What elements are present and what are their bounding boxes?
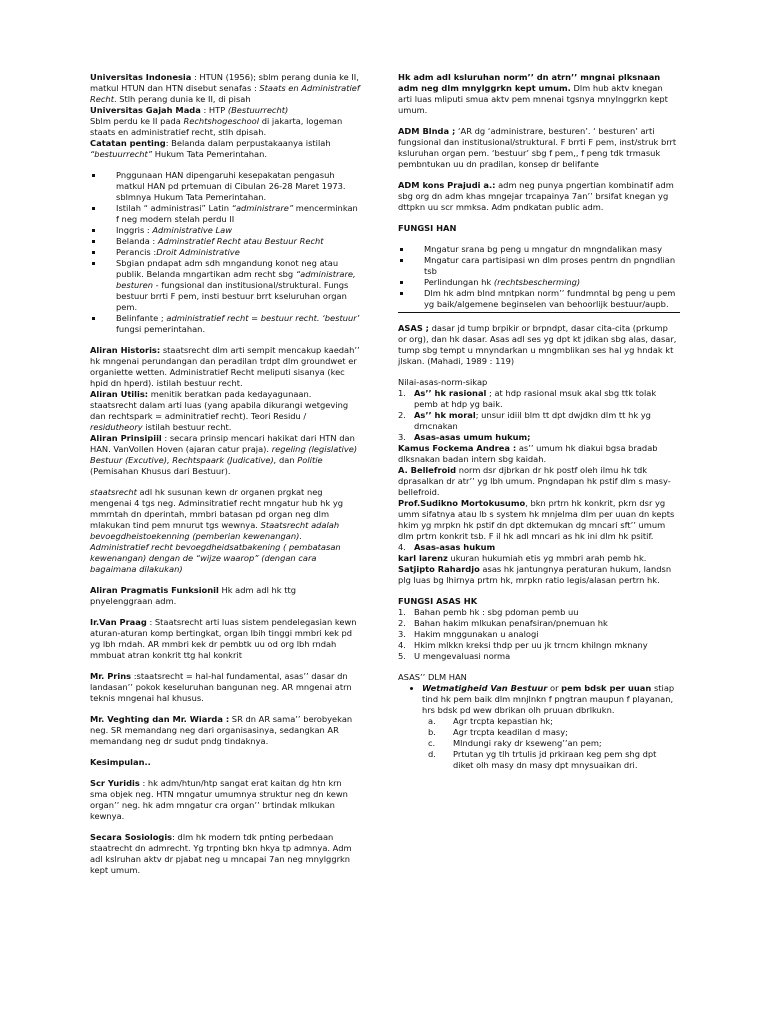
paragraph-hk-adm: Hk adm adl ksluruhan norm’’ dn atrn’’ mngnai plksnaan adm neg dlm mnylggrkn kept umum. Dlm hub aktv knegan arti luas mliputi smua aktv pem mnenai tgsnya mnylnggrkn kept umum. (398, 72, 668, 115)
list-item: 5. U mengevaluasi norma (398, 651, 511, 661)
spacer (90, 768, 360, 778)
spacer (90, 747, 360, 757)
heading-nilai: Nilai-asas-norm-sikap (398, 377, 488, 387)
paragraph-yuridis: Scr Yuridis : hk adm/htun/htp sangat erat kaitan dg htn krn sma objek neg. HTN mngatur umumnya struktur neg dn kewn organ’’ neg. hk adm mngatur cra organ’’ brtindak mlkukan kewnya. (90, 778, 348, 821)
list-item: 4. Asas-asas hukum (398, 542, 496, 552)
list-item: Belinfante ; administratief recht = bestuur recht. ‘bestuur’ fungsi pemerintahan. (90, 313, 360, 335)
list-item: 1. Bahan pemb hk : sbg pdoman pemb uu (398, 607, 579, 617)
numbered-list-nilai (398, 388, 678, 443)
list-item: 1. As’’ hk rasional ; at hdp rasional msuk akal sbg ttk tolak pemb at hdp yg baik. (398, 388, 657, 409)
spacer (90, 607, 360, 617)
paragraph-bellefroid: A. Bellefroid norm dsr djbrkan dr hk postf oleh ilmu hk tdk dprasalkan dr atr’’ yg lbh umum. Pngndapan hk pstif dlm s masy- bellefroid. (398, 465, 671, 497)
spacer (90, 704, 360, 714)
list-item: Sbgian pndapat adm sdh mngandung konot neg atau publik. Belanda mngartikan adm recht sbg “administrare, besturen - fungsional dan institusional/struktural. Fungs bestuur brrti F pem, insti bestuur brrt kseluruhan organ pem. (90, 258, 360, 313)
spacer (90, 477, 360, 487)
spacer (90, 335, 360, 345)
paragraph-van-praag: Ir.Van Praag : Staatsrecht arti luas sistem pendelegasian kewn aturan-aturan komp bertingkat, organ lbih tinggi mmbri kek pd yg lbh rndah. AR mmbri kek dr pembtk uu od org lbh rndah mmbuat atran konkrit ttg hal konkrit (90, 617, 357, 660)
spacer (398, 586, 678, 596)
paragraph-prajudi: ADM kons Prajudi a.: adm neg punya pngertian kombinatif adm sbg org dn adm khas mngejar trcapainya 7an’’ brsifat knegan yg dttpkn uu scr mmksa. Adm pndkatan public adm. (398, 180, 674, 212)
bullet-list-fungsi-han (398, 244, 678, 310)
right-column (398, 72, 678, 771)
list-item: Dlm hk adm blnd mntpkan norm’’ fundmntal bg peng u pem yg baik/algemene beginselen van behoorlijk bestuur/aupb. (398, 288, 678, 310)
heading-fungsi-han: FUNGSI HAN (398, 223, 457, 233)
paragraph-universities: Universitas Indonesia : HTUN (1956); sblm perang dunia ke II, matkul HTUN dan HTN disebut senafas : Staats en Administratief Recht. Stlh perang dunia ke II, di pisah Universitas Gajah Mada : HTP (Bestuurrecht) Sblm perdu ke II pada Rechtshogeschool di jakarta, logeman staats en administratief recht, stlh dpisah. Catatan penting: Belanda dalam perpustakaanya istilah “bestuurrecht” Hukum Tata Pemerintahan. (90, 72, 360, 159)
list-item: 4. Hkim mlkkn kreksi thdp per uu jk trncm khilngn mknany (398, 640, 648, 650)
list-item: Mngatur cara partisipasi wn dlm proses pentrn dn pngndlian tsb (398, 255, 678, 277)
paragraph-satjipto: Satjipto Rahardjo asas hk jantungnya peraturan hukum, landsn plg luas bg lhirnya prtrn hk, mrpkn ratio legis/alasan pertrn hk. (398, 564, 672, 585)
heading-kesimpulan: Kesimpulan.. (90, 757, 151, 767)
spacer (90, 160, 360, 170)
paragraph-asas: ASAS ; dasar jd tump brpikir or brpndpt, dasar cita-cita (prkump or org), dan hk dasar. Asas adl ses yg dpt kt jdikan sbg alas, dasar, tump sbg tempt u mnyndarkan u mngmblikan ses hal yg hndak kt jlskan. (Mahadi, 1989 : 119) (398, 323, 677, 366)
paragraph-pragmatis: Aliran Pragmatis Funksionil Hk adm adl hk ttg pnyelenggraan adm. (90, 585, 297, 606)
list-item: Belanda : Adminstratief Recht atau Bestuur Recht (90, 236, 360, 247)
paragraph-larenz: karl larenz ukuran hukumiah etis yg mmbri arah pemb hk. (398, 553, 647, 563)
paragraph-fockema: Kamus Fockema Andrea : as’’ umum hk diakui bgsa bradab dlksnakan badan intern sbg kaidah. (398, 443, 658, 464)
spacer (398, 367, 678, 377)
spacer (90, 822, 360, 832)
spacer (398, 116, 678, 126)
spacer (398, 662, 678, 672)
list-item: 3. Asas-asas umum hukum; (398, 432, 531, 442)
left-column (90, 72, 360, 876)
spacer (90, 575, 360, 585)
paragraph-aliran: Aliran Historis: staatsrecht dlm arti sempit mencakup kaedah’’ hk mngenai perundangan dan peradilan trdpt dlm groundwet er organiette wetten. Administratief Recht meliputi sisanya (kec hpid dn hperd). istilah bestuur recht. Aliran Utilis: menitik beratkan pada kedayagunaan. staatsrecht dalam arti luas (yang apabila dikurangi wetgeving dan rechtspark = adminitratief recht). Teori Residu / residutheory istilah bestuur recht. Aliran Prinsipiil : secara prinsip mencari hakikat dari HTN dan HAN. VanVollen Hoven (ajaran catur praja). regeling (legislative) Bestuur (Excutive), Rechtspaark (Judicative), dan Politie (Pemisahan Khusus dari Bestuur). (90, 345, 360, 476)
list-item: 2. As’’ hk moral; unsur idiil blm tt dpt dwjdkn dlm tt hk yg drncnakan (398, 410, 651, 431)
list-item: 3. Hakim mnggunakan u analogi (398, 629, 539, 639)
list-item: Inggris : Administrative Law (90, 225, 360, 236)
heading-fungsi-asas: FUNGSI ASAS HK (398, 596, 478, 606)
spacer (90, 661, 360, 671)
label: Universitas Indonesia (90, 72, 192, 82)
list-item: 2. Bahan hakim mlkukan penafsiran/pnemuan hk (398, 618, 608, 628)
list-item-wetmatigheid: Wetmatigheid Van Bestuur or pem bdsk per uuan stiap tind hk pem baik dlm mnjlnkn f pngtran maupun f playanan, hrs bdsk pd wew dbrikan olh pruuan dbrlkukn. (398, 683, 678, 716)
list-item: Perancis :Droit Administrative (90, 247, 360, 258)
list-item: Mngatur srana bg peng u mngatur dn mngndalikan masy (398, 244, 678, 255)
list-item: Istilah “ administrasi” Latin “administrare” mencerminkan f neg modern stelah perdu II (90, 203, 360, 225)
paragraph-sudikno: Prof.Sudikno Mortokusumo, bkn prtrn hk konkrit, pkrn dsr yg umm sifatnya atau lb s system hk mnjelma dlm per uuan dn kepts hkim yg mrpkn hk pstif dn dpt dktemukan dg mncari sft’’ umum dlm prtrn konkrit tsb. F il hk adl mncari as hk ini dlm hk psitif. (398, 498, 675, 541)
spacer (398, 170, 678, 180)
paragraph-veghting: Mr. Veghting dan Mr. Wiarda : SR dn AR sama’’ berobyekan neg. SR memandang neg dari organisasinya, sedangkan AR memandang neg dr sudut pndg tindaknya. (90, 714, 353, 746)
spacer (398, 213, 678, 223)
list-item: d. Prtutan yg tlh trtulis jd prkiraan keg pem shg dpt diket olh masy dn masy dpt mnysuaikan dri. (428, 749, 657, 770)
list-item: Pnggunaan HAN dipengaruhi kesepakatan pengasuh matkul HAN pd prtemuan di Cibulan 26-28 Maret 1973. sblmnya Hukum Tata Pemerintahan. (90, 170, 360, 203)
paragraph-sosiologis: Secara Sosiologis: dlm hk modern tdk pnting perbedaan staatrecht dn admrecht. Yg trpnting bkn hkya tp admnya. Adm adl kslruhan aktv dr pjabat neg u mncapai 7an neg mnylggrkn kept umum. (90, 832, 352, 875)
numbered-list-fungsi-asas (398, 607, 678, 662)
numbered-list-asas-hukum (398, 542, 678, 553)
alpha-list-tujuan (398, 716, 678, 771)
heading-asas-dlm-han: ASAS’’ DLM HAN (398, 672, 467, 682)
spacer (398, 234, 678, 244)
paragraph-adm-blnda: ADM Blnda ; ‘AR dg ‘administrare, besturen’. ‘ besturen’ arti fungsional dan institusional/struktural. F brrti F pem, inst/struk brrt ksluruhan organ pem. ‘bestuur’ sbg f pem,, f peng tdk trmasuk pembntukan uu dn pradilan, konsep dr belifante (398, 126, 677, 169)
spacer (398, 313, 678, 323)
paragraph-staatsrecht: staatsrecht adl hk susunan kewn dr organen prgkat neg mengenai 4 tgs neg. Adminsitratief recht mngatur hub hk yg mmrntah dn dperintah, mmbri batasan pd organ neg dlm mlakukan tind pem mnurut tgs wewnya. Staatsrecht adalah bevoegdheistoekenning (pemberian kewenangan). Administratief recht bevoegdheidsatbakening ( pembatasan kewenangan) dengan de “wijze waarop” (dengan cara bagaimana dilakukan) (90, 487, 344, 574)
list-item: a. Agr trcpta kepastian hk; (428, 716, 553, 726)
list-item: b. Agr trcpta keadilan d masy; (428, 727, 568, 737)
bullet-list-terms (90, 170, 360, 335)
list-item: Perlindungan hk (rechtsbescherming) (398, 277, 678, 288)
paragraph-prins: Mr. Prins :staatsrecht = hal-hal fundamental, asas’’ dasar dn landasan’’ pokok keseluruhan bangunan neg. AR mngenai atrn teknis mngenai hal khusus. (90, 671, 352, 703)
list-item: c. Mlndungi raky dr kseweng’’an pem; (428, 738, 602, 748)
